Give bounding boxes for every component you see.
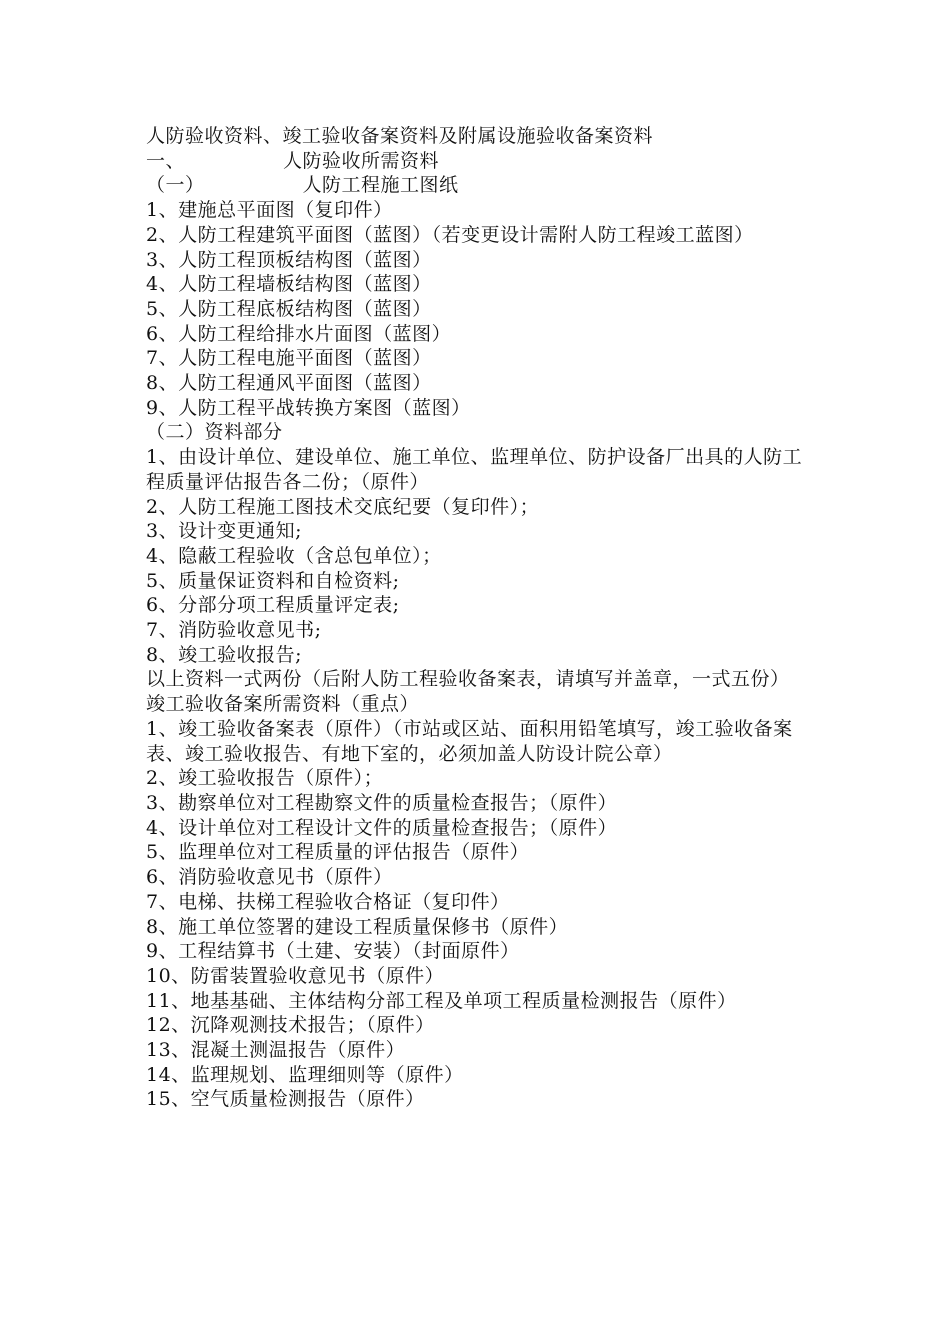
list-item: 13、混凝土测温报告（原件） bbox=[146, 1039, 406, 1062]
part2-heading: （二）资料部分 bbox=[146, 421, 283, 444]
list-item: 5、监理单位对工程质量的评估报告（原件） bbox=[146, 841, 530, 864]
list-item: 4、隐蔽工程验收（含总包单位）； bbox=[146, 544, 442, 567]
list-item: 2、人防工程施工图技术交底纪要（复印件）； bbox=[146, 495, 540, 518]
list-item: 2、竣工验收报告（原件）； bbox=[146, 767, 384, 790]
list-item: 3、勘察单位对工程勘察文件的质量检查报告；（原件） bbox=[146, 791, 618, 814]
list-item: 4、设计单位对工程设计文件的质量检查报告；（原件） bbox=[146, 816, 618, 839]
list-item: 8、人防工程通风平面图（蓝图） bbox=[146, 372, 432, 395]
list-item: 6、分部分项工程质量评定表; bbox=[146, 594, 400, 617]
list-item: 1、竣工验收备案表（原件）（市站或区站、面积用铅笔填写，竣工验收备案表、竣工验收报告、有地下室的，必须加盖人防设计院公章） bbox=[146, 717, 793, 765]
list-item: 2、人防工程建筑平面图（蓝图）（若变更设计需附人防工程竣工蓝图） bbox=[146, 223, 754, 246]
list-item: 8、施工单位签署的建设工程质量保修书（原件） bbox=[146, 915, 569, 938]
list-item: 9、人防工程平战转换方案图（蓝图） bbox=[146, 396, 471, 419]
list-item: 6、人防工程给排水片面图（蓝图） bbox=[146, 322, 452, 345]
list-item: 10、防雷装置验收意见书（原件） bbox=[146, 964, 445, 987]
list-item: 8、竣工验收报告; bbox=[146, 643, 302, 666]
section1-heading-line bbox=[146, 149, 810, 174]
part1-number: （一） bbox=[146, 174, 205, 197]
list-item: 12、沉降观测技术报告；（原件） bbox=[146, 1014, 435, 1037]
list-item: 7、人防工程电施平面图（蓝图） bbox=[146, 347, 432, 370]
list-item: 1、建施总平面图（复印件） bbox=[146, 199, 393, 222]
document-page bbox=[146, 124, 810, 1112]
list-item: 6、消防验收意见书（原件） bbox=[146, 866, 393, 889]
list-item: 4、人防工程墙板结构图（蓝图） bbox=[146, 273, 432, 296]
list-item: 11、地基基础、主体结构分部工程及单项工程质量检测报告（原件） bbox=[146, 989, 737, 1012]
list-item: 9、工程结算书（土建、安装）（封面原件） bbox=[146, 940, 520, 963]
list-item: 1、由设计单位、建设单位、施工单位、监理单位、防护设备厂出具的人防工程质量评估报告各二份；（原件） bbox=[146, 446, 803, 493]
list-item: 5、质量保证资料和自检资料; bbox=[146, 569, 400, 592]
list-item: 7、消防验收意见书; bbox=[146, 619, 322, 642]
part2-note: 以上资料一式两份（后附人防工程验收备案表，请填写并盖章，一式五份） bbox=[146, 668, 790, 691]
section1-heading: 人防验收所需资料 bbox=[283, 149, 440, 172]
list-item: 3、设计变更通知; bbox=[146, 520, 302, 543]
part1-heading: 人防工程施工图纸 bbox=[302, 174, 459, 197]
list-item: 3、人防工程顶板结构图（蓝图） bbox=[146, 248, 432, 271]
section2-heading: 竣工验收备案所需资料（重点） bbox=[146, 693, 420, 716]
list-item: 15、空气质量检测报告（原件） bbox=[146, 1088, 425, 1111]
list-item: 7、电梯、扶梯工程验收合格证（复印件） bbox=[146, 890, 510, 913]
list-item: 5、人防工程底板结构图（蓝图） bbox=[146, 297, 432, 320]
list-item: 14、监理规划、监理细则等（原件） bbox=[146, 1063, 464, 1086]
section1-number: 一、 bbox=[146, 149, 186, 172]
document-title: 人防验收资料、竣工验收备案资料及附属设施验收备案资料 bbox=[146, 125, 654, 147]
part1-heading-line bbox=[146, 173, 810, 198]
